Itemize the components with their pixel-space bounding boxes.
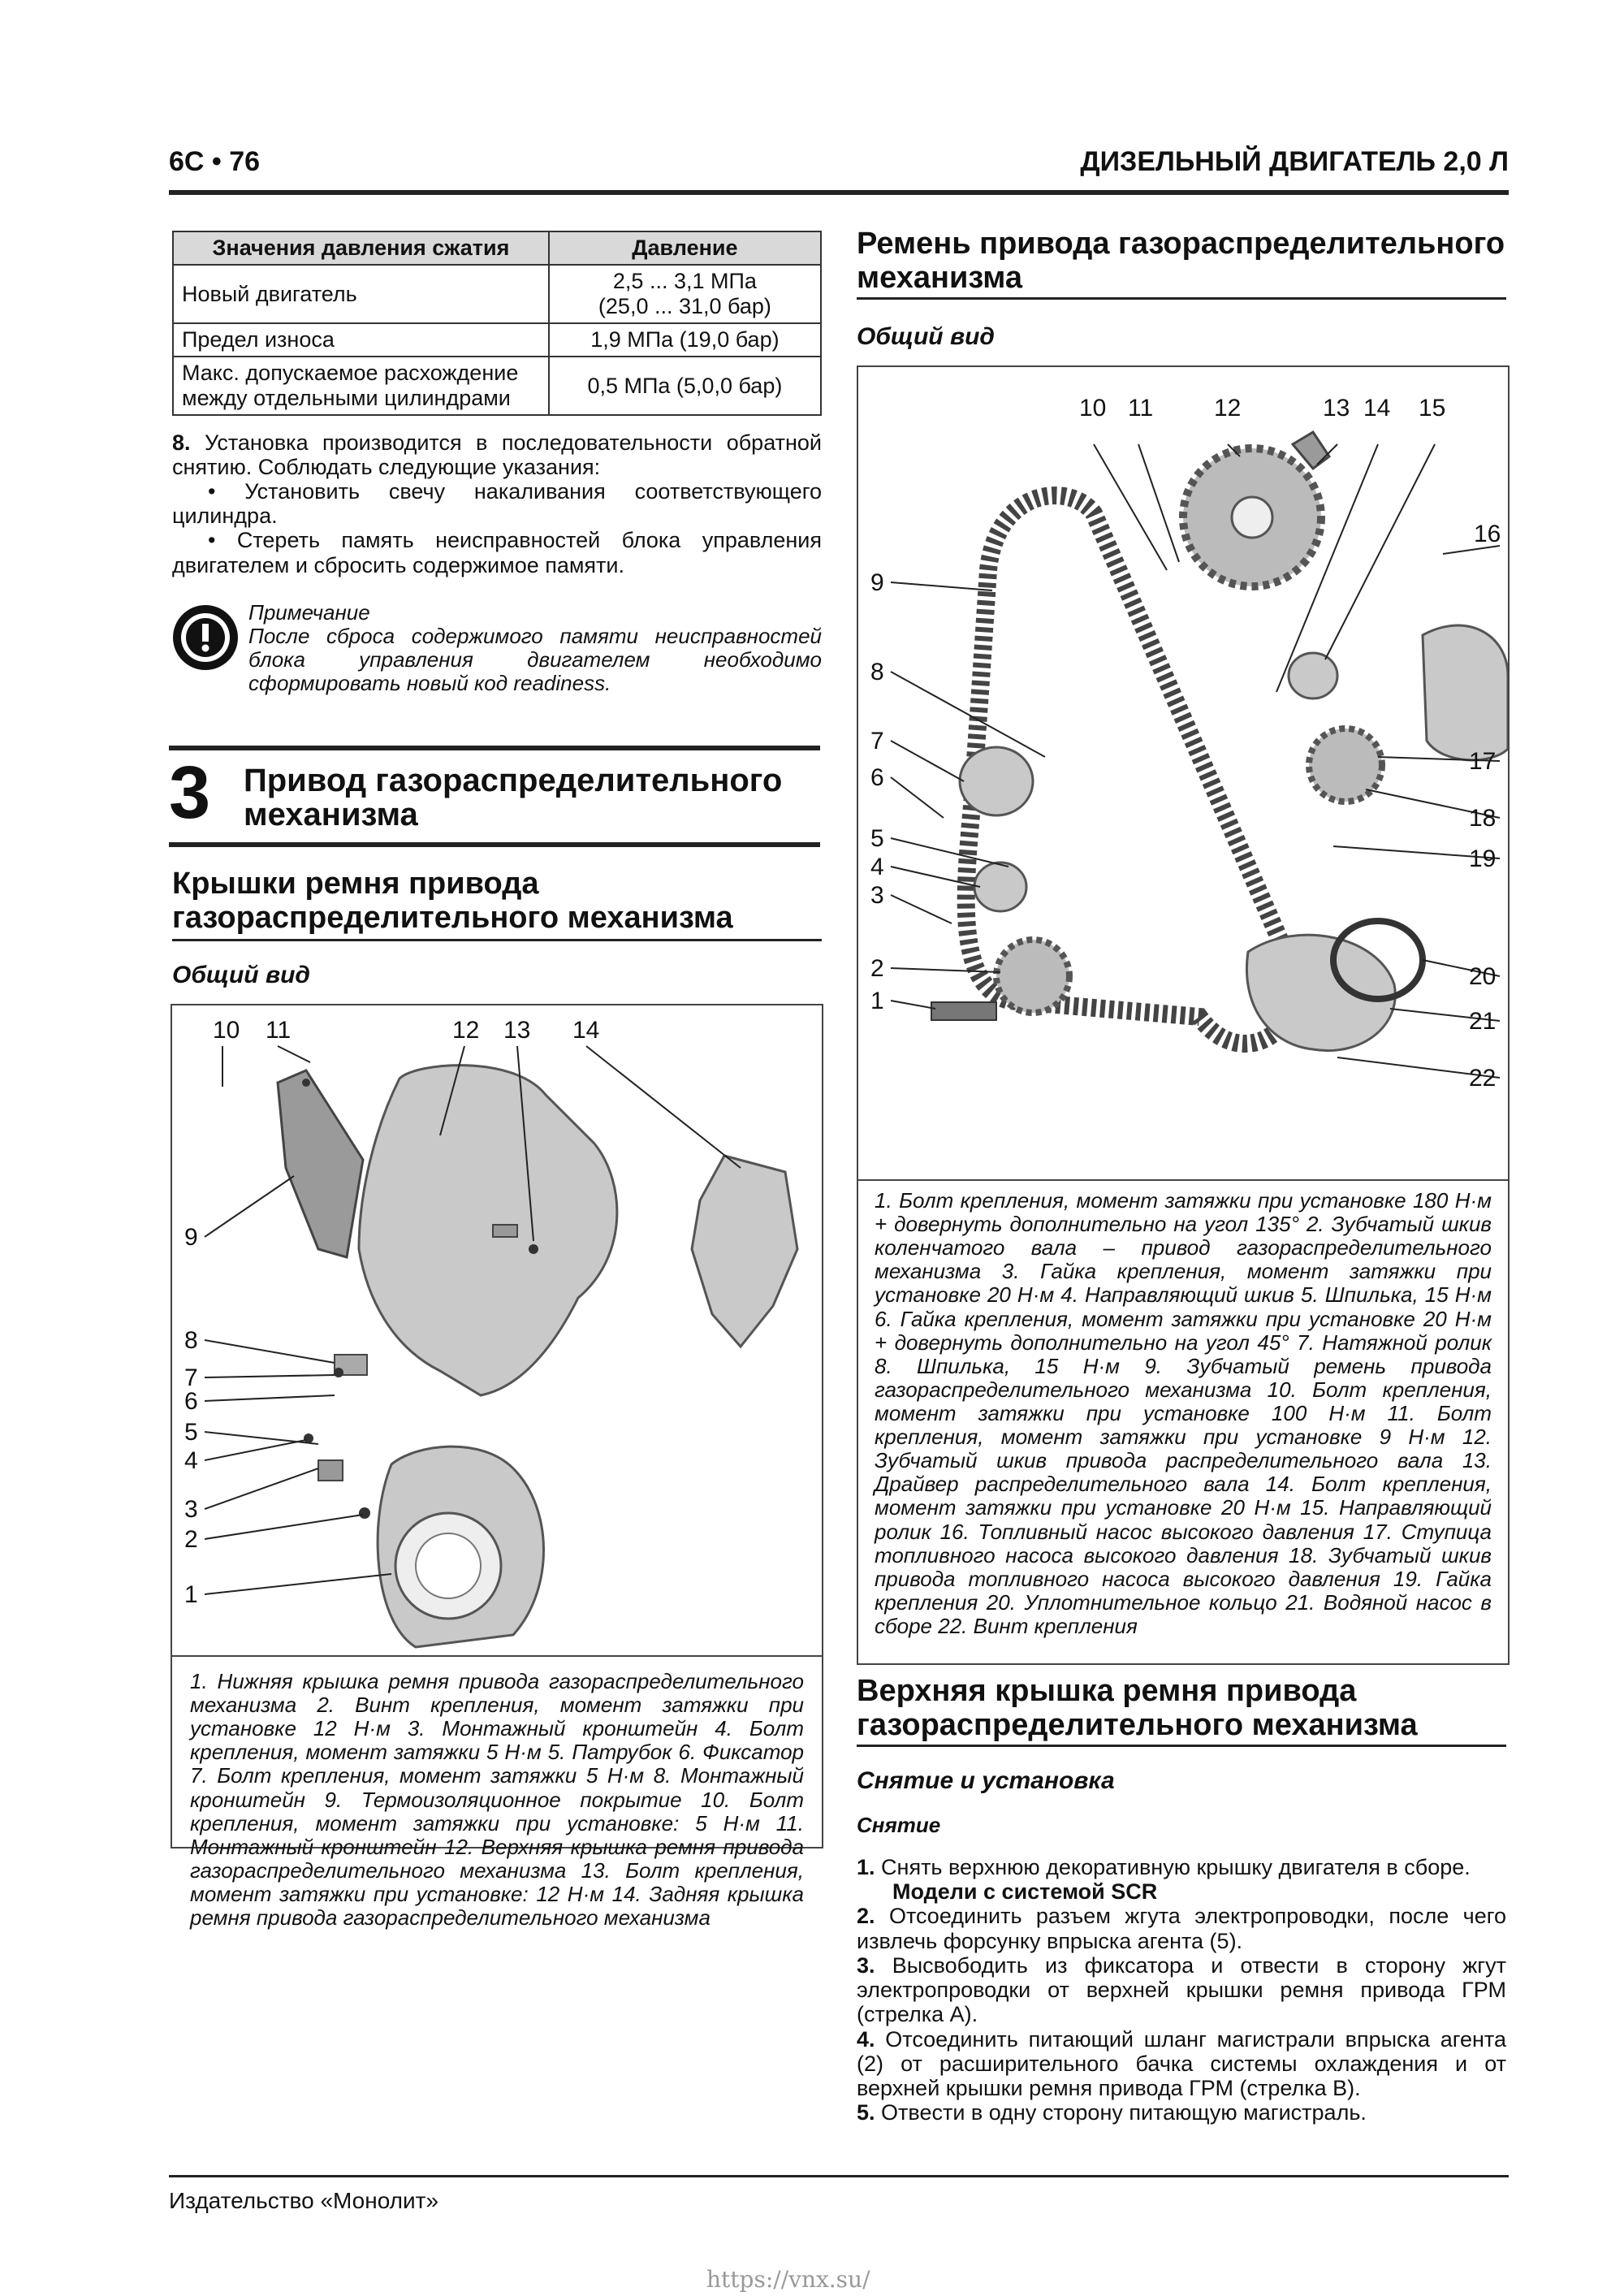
callout-label: 12 [452, 1017, 480, 1044]
removal-label: Снятие [857, 1813, 941, 1837]
callout-label: 7 [870, 728, 884, 755]
list-item [857, 2027, 1506, 2101]
compression-table [172, 231, 822, 416]
callout-label: 11 [1128, 395, 1154, 422]
leader-line [205, 1574, 391, 1594]
guide-roller [1289, 653, 1337, 698]
callout-label: 8 [870, 659, 884, 685]
callout-label: 10 [1079, 395, 1107, 422]
leader-line [1325, 444, 1435, 659]
sprocket-hub [1232, 497, 1272, 538]
upper-cover-heading: Верхняя крышка ремня привода газораспределительного механизма [857, 1674, 1418, 1742]
removal-subheading: Снятие и установка [857, 1767, 1115, 1794]
bullet-text: Стереть память неисправностей блока управления двигателем и сбросить содержимое памяти. [172, 528, 822, 577]
section-title: Привод газораспределительного механизма [244, 763, 783, 832]
leader-line [278, 1046, 310, 1062]
callout-label: 1 [870, 988, 884, 1014]
step-text: Отвести в одну сторону питающую магистраль. [875, 2100, 1367, 2125]
leader-line [891, 777, 944, 818]
table-row [173, 323, 821, 357]
leader-line [205, 1468, 318, 1509]
callout-label: 13 [503, 1017, 531, 1044]
page-number: 6С • 76 [169, 146, 261, 177]
belt-figure [857, 365, 1510, 1665]
callout-label: 10 [213, 1017, 240, 1044]
callout-label: 6 [870, 764, 884, 791]
step-number: 8. [172, 430, 191, 455]
belt-diagram [858, 367, 1508, 1179]
leader-line [891, 968, 1000, 972]
leader-line [205, 1375, 335, 1377]
callout-label: 4 [184, 1447, 198, 1474]
table-cell: 1,9 МПа (19,0 бар) [549, 323, 821, 357]
bolt [529, 1244, 538, 1254]
tensioner-roller [960, 747, 1033, 815]
callout-label: 5 [870, 825, 884, 852]
table-cell-value: 2,5 ... 3,1 МПа [612, 269, 757, 294]
bullet-text: Установить свечу накаливания соответствующего цилиндра. [172, 479, 822, 529]
bolt [334, 1368, 343, 1377]
general-view-label: Общий вид [857, 323, 995, 350]
list-item: • Установить свечу накаливания соответствующего цилиндра. [172, 479, 822, 529]
section-number: 3 [169, 751, 211, 834]
leader-line [205, 1176, 294, 1237]
leader-line [1138, 444, 1179, 562]
bolt [302, 1079, 310, 1087]
callout-label: 2 [184, 1526, 198, 1553]
leader-line [205, 1515, 363, 1539]
removal-steps [857, 1855, 1506, 2125]
guide-pulley [974, 863, 1026, 911]
callout-label: 3 [870, 882, 884, 909]
table-cell: Макс. допускаемое расхождение между отдельными цилиндрами [173, 357, 549, 415]
chapter-title: ДИЗЕЛЬНЫЙ ДВИГАТЕЛЬ 2,0 Л [1080, 146, 1509, 177]
publisher: Издательство «Монолит» [169, 2188, 439, 2213]
callout-label: 5 [184, 1419, 198, 1446]
crank-bore [416, 1533, 481, 1598]
mounting-bracket [493, 1225, 517, 1237]
covers-caption: 1. Нижняя крышка ремня привода газораспределительного механизма 2. Винт крепления, момент затяжки при установке 12 Н·м 3. Монтажный кронштейн 4. Болт крепления, момент затяжки 5 Н·м 5. Патрубок 6. Фиксатор 7. Болт крепления, момент затяжки 5 Н·м 8. Монтажный кронштейн 9. Термоизоляционное покрытие 10. Болт крепления, момент затяжки при установке: 5 Н·м 11. Монтажный кронштейн 12. Верхняя крышка ремня привода газораспределительного механизма 13. Болт крепления, момент затяжки при установке: 12 Н·м 14. Задняя крышка ремня привода газораспределительного механизма [190, 1669, 804, 1931]
note-text: После сброса содержимого памяти неисправностей блока управления двигателем необходимо сформировать новый код readiness. [248, 624, 822, 696]
table-header-row [173, 231, 821, 265]
bolt [359, 1507, 370, 1519]
callout-label: 15 [1419, 395, 1446, 422]
heading-rule [857, 297, 1506, 300]
table-row [173, 357, 821, 415]
upper-cover [359, 1066, 617, 1395]
step-text: Высвободить из фиксатора и отвести в сторону жгут электропроводки от верхней крышки ремня привода ГРМ (стрелка А). [857, 1952, 1506, 2027]
step-text: Снять верхнюю декоративную крышку двигателя в сборе. [875, 1855, 1471, 1879]
general-view-label: Общий вид [172, 962, 310, 988]
step-text: Отсоединить разъем жгута электропроводки, после чего извлечь форсунку впрыска агента (5). [857, 1904, 1506, 1953]
leader-line [205, 1340, 335, 1363]
callout-label: 14 [572, 1017, 600, 1044]
heading-rule [857, 1745, 1506, 1747]
table-cell: 0,5 МПа (5,0,0 бар) [549, 357, 821, 415]
callout-label: 7 [184, 1364, 198, 1391]
heading-rule [172, 939, 822, 941]
leader-line [205, 1432, 318, 1444]
callout-label: 9 [870, 569, 884, 596]
callout-label: 14 [1363, 395, 1391, 422]
table-header: Значения давления сжатия [173, 231, 549, 265]
callout-label: 6 [184, 1388, 198, 1415]
note-block [248, 601, 822, 695]
callout-label: 1 [184, 1581, 198, 1608]
leader-line [891, 582, 992, 590]
leader-line [891, 838, 1009, 867]
bullet-list [172, 479, 822, 577]
callout-label: 8 [184, 1327, 198, 1354]
callout-label: 18 [1469, 805, 1497, 832]
figure-divider [858, 1179, 1508, 1181]
leader-line [891, 895, 952, 923]
leader-line [891, 741, 964, 781]
leader-line [205, 1440, 306, 1460]
leader-line [586, 1046, 741, 1168]
list-item [857, 1904, 1506, 1952]
table-cell [549, 265, 821, 323]
footer-rule [169, 2175, 1509, 2177]
callout-label: 19 [1469, 845, 1497, 872]
step-number: 2. [857, 1904, 875, 1929]
table-header: Давление [549, 231, 821, 265]
heat-shield [278, 1070, 363, 1257]
warning-icon [169, 601, 242, 674]
mounting-bracket [318, 1460, 343, 1481]
callout-label: 20 [1469, 963, 1497, 990]
table-cell: Предел износа [173, 323, 549, 357]
table-cell-value: (25,0 ... 31,0 бар) [598, 294, 771, 319]
header-rule [169, 190, 1509, 195]
note-title: Примечание [248, 600, 370, 625]
callout-label: 4 [870, 854, 884, 880]
step-number: 3. [857, 1952, 875, 1978]
figure-divider [172, 1655, 822, 1657]
callout-label: 17 [1469, 748, 1497, 775]
step-text: Отсоединить питающий шланг магистрали впрыска агента (2) от расширительного бачка системы охлаждения и от верхней крышки ремня привода ГРМ (стрелка B). [857, 2026, 1506, 2101]
callout-label: 16 [1474, 521, 1501, 547]
callout-label: 11 [266, 1017, 292, 1044]
callout-label: 13 [1323, 395, 1350, 422]
section-rule [169, 746, 820, 750]
step-number: 1. [857, 1855, 875, 1879]
leader-line [205, 1395, 335, 1401]
list-item [857, 2100, 1506, 2125]
list-item: Модели с системой SCR [892, 1879, 1158, 1905]
step-8 [172, 430, 822, 479]
leader-line [891, 1001, 935, 1009]
step-number: 4. [857, 2026, 875, 2052]
callout-label: 9 [184, 1224, 198, 1251]
covers-heading: Крышки ремня привода газораспределительного механизма [172, 867, 733, 935]
step-number: 5. [857, 2100, 875, 2125]
step-text: Установка производится в последовательности обратной снятию. Соблюдать следующие указания: [172, 430, 822, 480]
callout-label: 22 [1469, 1065, 1497, 1092]
section-rule [169, 842, 820, 847]
covers-diagram [172, 1005, 822, 1655]
list-item [857, 1855, 1506, 1879]
rear-cover [692, 1156, 797, 1347]
callout-label: 2 [870, 955, 884, 982]
camshaft-driver [1293, 432, 1329, 469]
belt-caption: 1. Болт крепления, момент затяжки при установке 180 Н·м + довернуть дополнительно на угол 135° 2. Зубчатый шкив коленчатого вала – привод газораспределительного механизма 3. Гайка крепления, момент затяжки при установке 20 Н·м 4. Направляющий шкив 5. Шпилька, 15 Н·м 6. Гайка крепления, момент затяжки при установке 20 Н·м + довернуть дополнительно на угол 45° 7. Натяжной ролик 8. Шпилька, 15 Н·м 9. Зубчатый ремень привода газораспределительного механизма 10. Болт крепления, момент затяжки при установке 100 Н·м 11. Болт крепления, момент затяжки при установке 9 Н·м 12. Зубчатый шкив привода распределительного вала 13. Драйвер распределительного вала 14. Болт крепления, момент затяжки при установке 20 Н·м 15. Направляющий ролик 16. Топливный насос высокого давления 17. Ступица топливного насоса высокого давления 18. Зубчатый шкив привода топливного насоса высокого давления 19. Гайка крепления 20. Уплотнительное кольцо 21. Водяной насос в сборе 22. Винт крепления [875, 1188, 1492, 1638]
crankshaft-sprocket [996, 940, 1069, 1013]
belt-heading: Ремень привода газораспределительного механизма [857, 227, 1505, 295]
bolt [304, 1433, 313, 1443]
covers-figure [171, 1004, 823, 1931]
crankshaft-bolt [931, 1002, 996, 1020]
leader-line [1094, 444, 1167, 570]
callout-label: 3 [184, 1496, 198, 1523]
table-cell: Новый двигатель [173, 265, 549, 323]
table-row [173, 265, 821, 323]
list-item [857, 1953, 1506, 2027]
source-url[interactable]: https://vnx.su/ [706, 2266, 870, 2293]
fuel-pump [1423, 625, 1508, 760]
callout-label: 12 [1214, 395, 1242, 422]
callout-label: 21 [1469, 1008, 1497, 1035]
list-item: • Стереть память неисправностей блока управления двигателем и сбросить содержимое памяти. [172, 528, 822, 577]
